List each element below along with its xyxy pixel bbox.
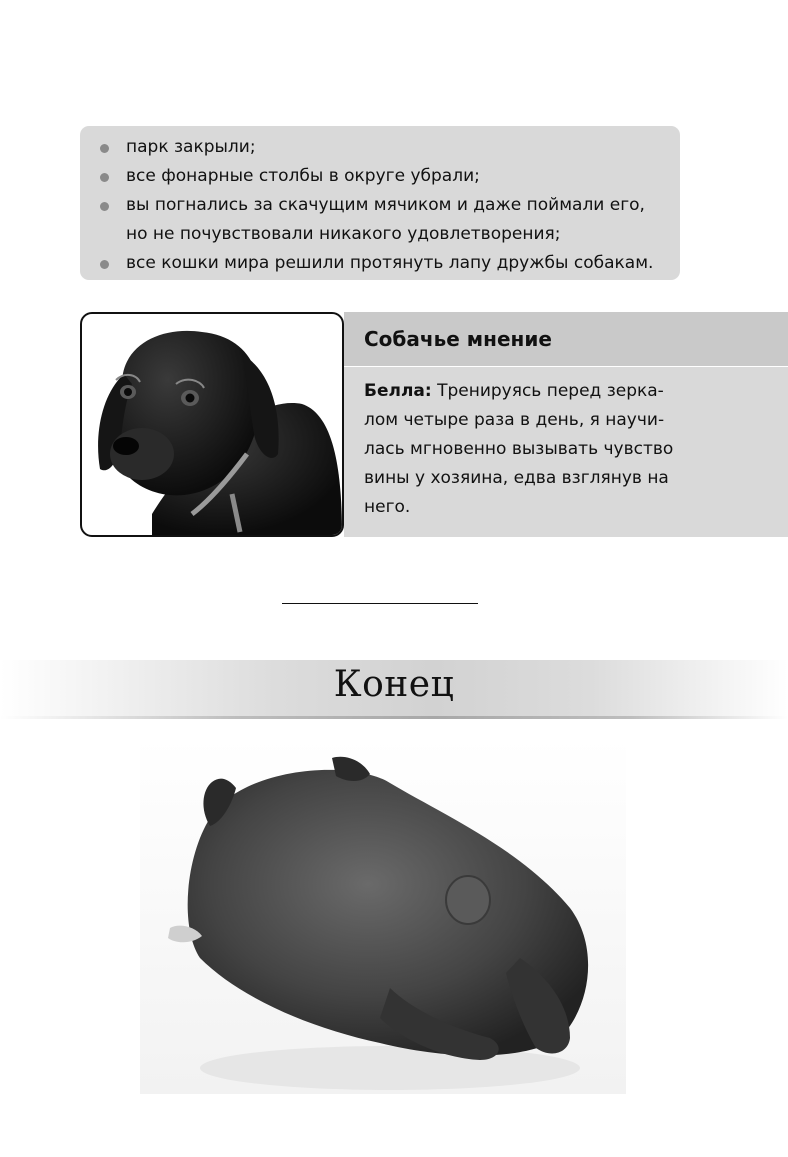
opinion-line: лом четыре раза в день, я научи- <box>364 410 665 430</box>
bullet-list <box>100 133 662 278</box>
opinion-speaker: Белла: <box>364 381 432 401</box>
section-header-rule <box>0 716 788 719</box>
sad-dog-illustration <box>82 314 342 535</box>
opinion-line: вины у хозяина, едва взглянув на <box>364 468 669 488</box>
opinion-line: лась мгновенно вызывать чувство <box>364 439 674 459</box>
opinion-line: Тренируясь перед зерка- <box>437 381 664 401</box>
section-title: Конец <box>333 664 455 705</box>
sad-dog-photo <box>80 312 344 537</box>
bullet-item: все кошки мира решили протянуть лапу дружбы собакам. <box>100 249 662 278</box>
opinion-heading-bar <box>344 312 788 366</box>
bullet-item: парк закрыли; <box>100 133 662 162</box>
dog-lying-illustration <box>140 738 626 1094</box>
section-divider-line <box>282 603 478 604</box>
bullet-list-box <box>80 126 680 280</box>
bullet-item: вы погнались за скачущим мячиком и даже поймали его, <box>100 191 662 220</box>
bullet-item: все фонарные столбы в округе убрали; <box>100 162 662 191</box>
opinion-text <box>344 367 788 537</box>
dog-lying-photo <box>140 738 626 1094</box>
opinion-line: него. <box>364 497 411 517</box>
bullet-item-continuation: но не почувствовали никакого удовлетворения; <box>126 224 561 244</box>
opinion-heading: Собачье мнение <box>364 327 552 351</box>
